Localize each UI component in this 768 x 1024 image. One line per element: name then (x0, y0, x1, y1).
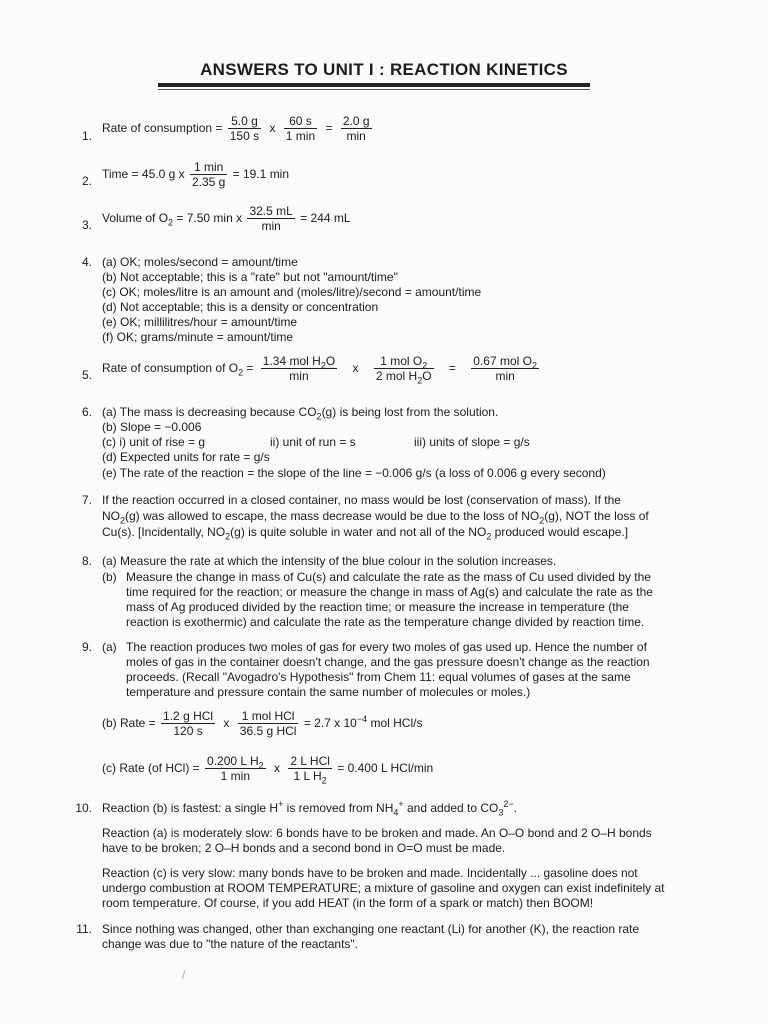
denominator: 1 min (285, 129, 316, 143)
text: = 7.50 min x (173, 211, 243, 225)
denominator: 120 s (173, 724, 203, 738)
text: Reaction (b) is fastest: a single H (102, 801, 279, 815)
superscript: + (398, 799, 404, 809)
text: 1 mol O (380, 354, 423, 368)
answer-number-7: 7. (81, 493, 92, 507)
denominator: 2.35 g (191, 175, 226, 189)
superscript: −4 (356, 714, 368, 724)
subscript: 2 (168, 217, 174, 228)
answer-number-3: 3. (81, 218, 92, 232)
stray-mark: / (182, 968, 186, 982)
subscript: 2 (422, 360, 428, 371)
title-rule-thick (158, 83, 590, 87)
answer-number-5: 5. (81, 368, 92, 382)
numerator: 60 s (284, 114, 317, 129)
subscript: 2 (316, 411, 322, 422)
answer-number-10: 10. (75, 801, 92, 815)
text: . (513, 801, 518, 815)
subscript: 2 (258, 760, 264, 771)
answer-4-item: (c) OK; moles/litre is an amount and (moles/litre)/second = amount/time (102, 285, 482, 299)
superscript: + (278, 799, 284, 809)
fraction (161, 709, 215, 738)
answer-2-lead: Time = 45.0 g x (102, 167, 185, 181)
subscript: 4 (393, 807, 399, 818)
subscript: 2 (120, 515, 126, 526)
text: = 2.7 x 10 (303, 716, 357, 730)
answer-number-4: 4. (81, 255, 92, 269)
answer-6-d: (d) Expected units for rate = g/s (102, 450, 270, 464)
title-rule-thin (158, 89, 590, 90)
answer-7-line (102, 509, 649, 524)
denominator (374, 369, 434, 386)
answer-4-item: (e) OK; millilitres/hour = amount/time (102, 315, 298, 329)
text: is removed from NH (283, 801, 394, 815)
numerator: 1 mol HCl (238, 709, 299, 724)
text: 1 L H (293, 769, 322, 783)
numerator (261, 354, 337, 369)
answer-9-c-lead: (c) Rate (of HCl) = (102, 761, 200, 775)
subscript: 3 (498, 807, 504, 818)
answer-8-b: Measure the change in mass of Cu(s) and calculate the rate as the mass of Cu used divided by the time required for the reaction; or measure the change in mass of Ag(s) and calculate the rate as the mass of Ag produced divided by the reaction time; or measure the increase in temperature (the reaction is exothermic) and calculate the rate as the temperature change divided by reaction time. (126, 570, 653, 629)
numerator (471, 354, 539, 369)
text: 2 mol H (375, 369, 418, 383)
answer-3-lead (102, 211, 242, 226)
answer-4-item: (d) Not acceptable; this is a density or concentration (102, 300, 379, 314)
answer-9-b-result (304, 716, 423, 731)
subscript: 2 (225, 531, 231, 542)
answer-number-1: 1. (81, 129, 92, 143)
operator: x (269, 121, 276, 135)
answer-3 (102, 204, 351, 233)
answer-7-line (102, 525, 628, 540)
denominator: 1 min (220, 769, 250, 783)
answer-6-c-iii: iii) units of slope = g/s (414, 435, 530, 449)
operator: x (352, 361, 359, 375)
answer-6-c-ii: ii) unit of run = s (270, 435, 356, 449)
denominator: min (289, 369, 309, 383)
answer-number-11: 11. (76, 922, 92, 936)
text: 1.34 mol H (262, 354, 321, 368)
answer-9-c-result: = 0.400 L HCl/min (337, 761, 434, 775)
numerator: 1 min (190, 160, 227, 175)
text: (a) The mass is decreasing because CO (102, 405, 317, 419)
fraction (238, 709, 299, 738)
text: 0.200 L H (207, 754, 259, 768)
text: produced would escape.] (491, 525, 629, 539)
answer-2-result: = 19.1 min (232, 167, 290, 181)
text: (g), NOT the loss of (544, 509, 649, 523)
answer-9-a: The reaction produces two moles of gas for every two moles of gas used up. Hence the number of moles of gas in the container doesn't change, and the gas pressure doesn't change as the reaction proceeds. (Recall "Avogadro's Hypothesis" from Chem 11: equal volumes of gases at the same temperature and pressure contain the same number of molecules or moles.) (126, 640, 650, 699)
text: (g) is quite soluble in water and not all of the NO (230, 525, 487, 539)
subscript: 2 (539, 515, 545, 526)
answer-4-item: (f) OK; grams/minute = amount/time (102, 330, 294, 344)
fraction (341, 114, 372, 143)
fraction (247, 204, 294, 233)
text: 0.67 mol O (473, 354, 532, 368)
answer-4-item: (b) Not acceptable; this is a "rate" but not "amount/time" (102, 270, 398, 284)
operator: = (448, 361, 456, 375)
answer-10-paragraph: Reaction (a) is moderately slow: 6 bonds have to be broken and made. An O–O bond and 2 O–H bonds have to be broken; 2 O–H bonds and a second bond in O=O must be made. (102, 826, 652, 855)
text: = (243, 361, 254, 375)
text: Rate of consumption of O (102, 361, 239, 375)
answer-6-e: (e) The rate of the reaction = the slope of the line = −0.006 g/s (a loss of 0.006 g every second) (102, 466, 606, 480)
answer-6-b: (b) Slope = −0.006 (102, 420, 202, 434)
subscript: 2 (321, 775, 327, 786)
answer-6-a (102, 405, 498, 420)
subscript: 2 (486, 531, 492, 542)
answer-number-6: 6. (81, 405, 92, 419)
answer-1 (102, 114, 374, 143)
numerator: 5.0 g (228, 114, 261, 129)
text: Cu(s). [Incidentally, NO (102, 525, 226, 539)
fraction (374, 354, 434, 386)
answer-6-c-i: (c) i) unit of rise = g (102, 435, 206, 449)
fraction (471, 354, 539, 383)
answer-10-paragraph: Reaction (c) is very slow: many bonds have to be broken and made. Incidentally ... gasoline does not undergo combustion at ROOM TEMPERATURE; a mixture of gasoline and oxygen can exist indefinitely at room temperature. Of course, if you add HEAT (in the form of a spark or match) then BOOM! (102, 866, 665, 910)
superscript: 2− (503, 799, 514, 809)
fraction (288, 754, 332, 786)
answer-9-b (102, 709, 422, 738)
page-title: ANSWERS TO UNIT I : REACTION KINETICS (200, 60, 568, 79)
answer-11: Since nothing was changed, other than exchanging one reactant (Li) for another (K), the reaction rate change was due to "the nature of the reactants". (102, 922, 639, 951)
subscript: 2 (531, 360, 537, 371)
text: O (422, 369, 432, 383)
answer-10-line (102, 801, 517, 816)
answer-9-a-label: (a) (102, 640, 117, 654)
numerator: 1.2 g HCl (163, 709, 214, 723)
denominator: min (495, 369, 515, 383)
answer-1-lead: Rate of consumption = (102, 121, 223, 135)
answer-number-2: 2. (81, 174, 92, 188)
operator: = (325, 121, 333, 135)
numerator: 2 L HCl (290, 754, 330, 768)
answer-2 (102, 160, 289, 189)
numerator (374, 354, 434, 369)
fraction (284, 114, 317, 143)
text: Volume of O (102, 211, 169, 225)
answer-7-line: If the reaction occurred in a closed container, no mass would be lost (conservation of mass). If the (102, 493, 621, 507)
numerator (205, 754, 266, 769)
fraction (261, 354, 337, 383)
denominator (288, 769, 332, 786)
denominator: 36.5 g HCl (239, 724, 297, 738)
operator: x (223, 716, 230, 730)
answer-3-result: = 244 mL (300, 211, 351, 225)
text: (g) is being lost from the solution. (321, 405, 499, 419)
text: O (325, 354, 336, 368)
answer-9-c (102, 754, 434, 786)
subscript: 2 (417, 375, 423, 386)
text: (g) was allowed to escape, the mass decrease would be due to the loss of NO (125, 509, 540, 523)
numerator: 2.0 g (342, 114, 370, 128)
denominator: min (261, 219, 281, 233)
numerator: 32.5 mL (249, 204, 293, 218)
fraction (190, 160, 227, 189)
text: and added to CO (403, 801, 499, 815)
answer-5 (102, 354, 541, 386)
answer-8-b-label: (b) (102, 570, 117, 584)
subscript: 2 (238, 367, 244, 378)
answer-number-9: 9. (81, 640, 92, 654)
answer-5-lead (102, 361, 253, 376)
text: mol HCl/s (367, 716, 423, 730)
text: NO (102, 509, 120, 523)
denominator: 150 s (229, 129, 260, 143)
answer-4-item: (a) OK; moles/second = amount/time (102, 255, 298, 269)
fraction (228, 114, 261, 143)
operator: x (273, 761, 280, 775)
answer-8-a: (a) Measure the rate at which the intensity of the blue colour in the solution increases. (102, 554, 557, 568)
answer-number-8: 8. (81, 554, 92, 568)
subscript: 2 (320, 360, 326, 371)
fraction (205, 754, 266, 783)
answer-9-b-lead: (b) Rate = (102, 716, 156, 730)
denominator: min (346, 129, 366, 143)
